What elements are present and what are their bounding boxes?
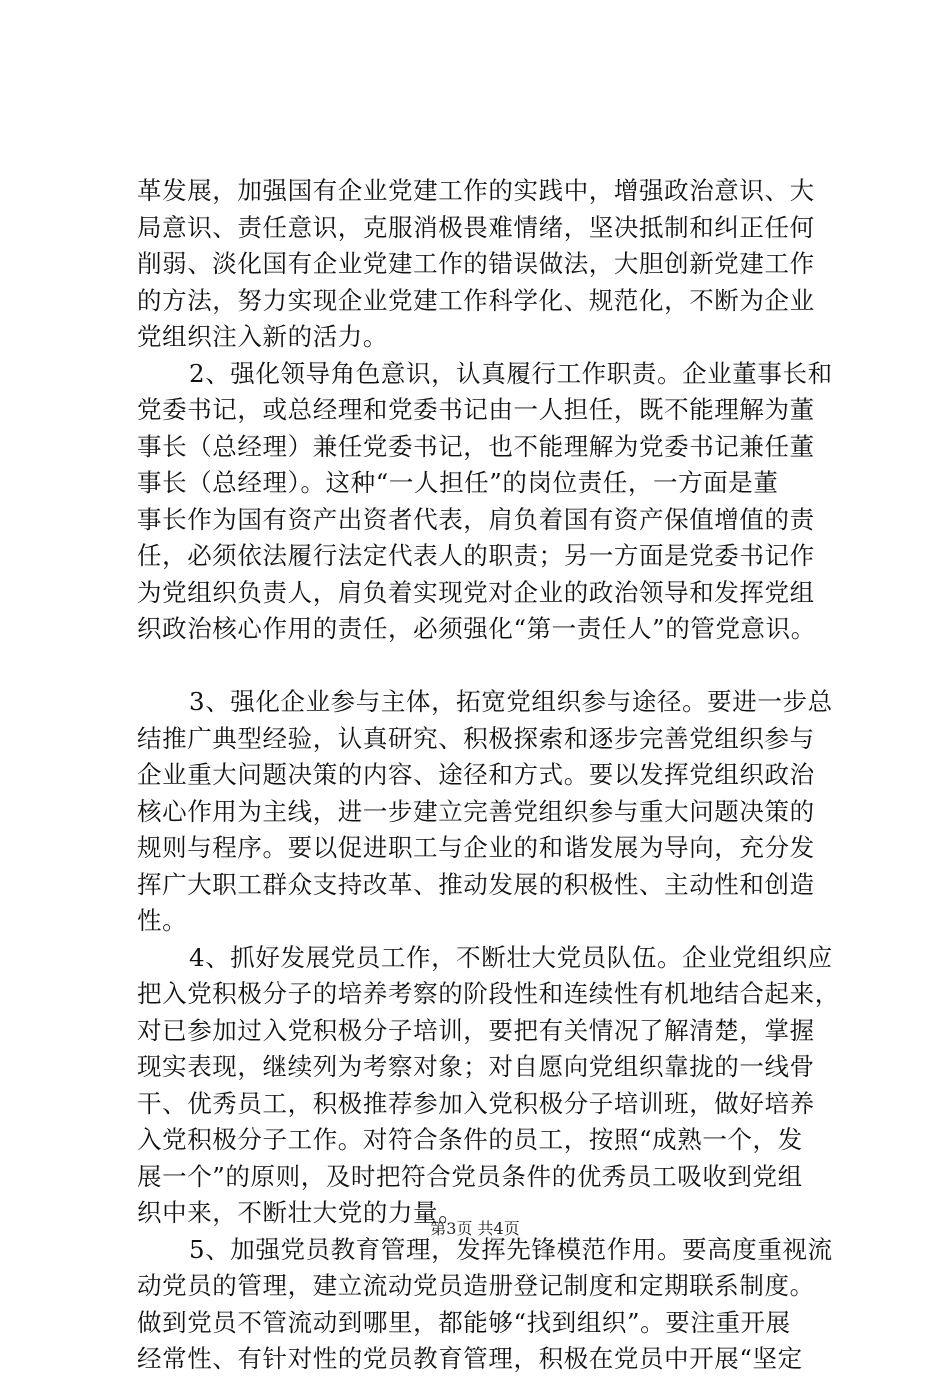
text-line: 把入党积极分子的培养考察的阶段性和连续性有机地结合起来，	[137, 979, 840, 1008]
paragraph-first-line: 5、加强党员教育管理，发挥先锋模范作用。要高度重视流	[189, 1234, 833, 1264]
text-line: 局意识、责任意识，克服消极畏难情绪，坚决抵制和纠正任何	[137, 212, 815, 242]
blank-line	[137, 648, 837, 685]
paragraph-first-line: 2、强化领导角色意识，认真履行工作职责。企业董事长和	[189, 358, 833, 388]
text-line: 事长（总经理）。这种“一人担任”的岗位责任，一方面是董	[137, 468, 779, 497]
text-line: 核心作用为主线，进一步建立完善党组织参与重大问题决策的	[137, 796, 815, 826]
text-line: 经常性、有针对性的党员教育管理，积极在党员中开展“坚定	[137, 1344, 803, 1373]
text-line: 挥广大职工群众支持改革、推动发展的积极性、主动性和创造	[137, 869, 815, 899]
text-line: 削弱、淡化国有企业党建工作的错误做法，大胆创新党建工作	[137, 249, 815, 278]
text-line: 革发展，加强国有企业党建工作的实践中，增强政治意识、大	[137, 176, 815, 205]
text-line: 性。	[137, 906, 188, 935]
text-line: 为党组织负责人，肩负着实现党对企业的政治领导和发挥党组	[137, 577, 815, 607]
text-line: 事长（总经理）兼任党委书记，也不能理解为党委书记兼任董	[137, 431, 815, 461]
text-line: 党委书记，或总经理和党委书记由一人担任，既不能理解为董	[137, 395, 815, 424]
paragraph-first-line: 3、强化企业参与主体，拓宽党组织参与途径。要进一步总	[189, 687, 833, 716]
text-line: 任，必须依法履行法定代表人的职责；另一方面是党委书记作	[137, 541, 815, 570]
page-footer: 第3页 共4页	[430, 1219, 520, 1238]
text-line: 织中来，不断壮大党的力量。	[137, 1198, 464, 1227]
text-line: 结推广典型经验，认真研究、积极探索和逐步完善党组织参与	[137, 723, 815, 753]
text-line: 企业重大问题决策的内容、途径和方式。要以发挥党组织政治	[137, 760, 815, 789]
text-line: 规则与程序。要以促进职工与企业的和谐发展为导向，充分发	[137, 833, 815, 862]
text-line: 现实表现，继续列为考察对象；对自愿向党组织靠拢的一线骨	[137, 1052, 815, 1081]
text-line: 入党积极分子工作。对符合条件的员工，按照“成熟一个，发	[137, 1125, 803, 1154]
text-line: 党组织注入新的活力。	[137, 322, 388, 351]
text-line: 干、优秀员工，积极推荐参加入党积极分子培训班，做好培养	[137, 1088, 815, 1118]
text-line: 做到党员不管流动到哪里，都能够“找到组织”。要注重开展	[137, 1307, 791, 1337]
document-body	[137, 173, 840, 1378]
text-line: 的方法，努力实现企业党建工作科学化、规范化，不断为企业	[137, 285, 815, 315]
text-line: 事长作为国有资产出资者代表，肩负着国有资产保值增值的责	[137, 504, 815, 534]
text-line: 对已参加过入党积极分子培训，要把有关情况了解清楚，掌握	[137, 1015, 815, 1045]
text-line: 织政治核心作用的责任，必须强化“第一责任人”的管党意识。	[137, 614, 816, 643]
text-line: 动党员的管理，建立流动党员造册登记制度和定期联系制度。	[137, 1271, 815, 1300]
paragraph-first-line: 4、抓好发展党员工作，不断壮大党员队伍。企业党组织应	[189, 942, 833, 972]
text-line: 展一个”的原则，及时把符合党员条件的优秀员工吸收到党组	[137, 1161, 803, 1191]
